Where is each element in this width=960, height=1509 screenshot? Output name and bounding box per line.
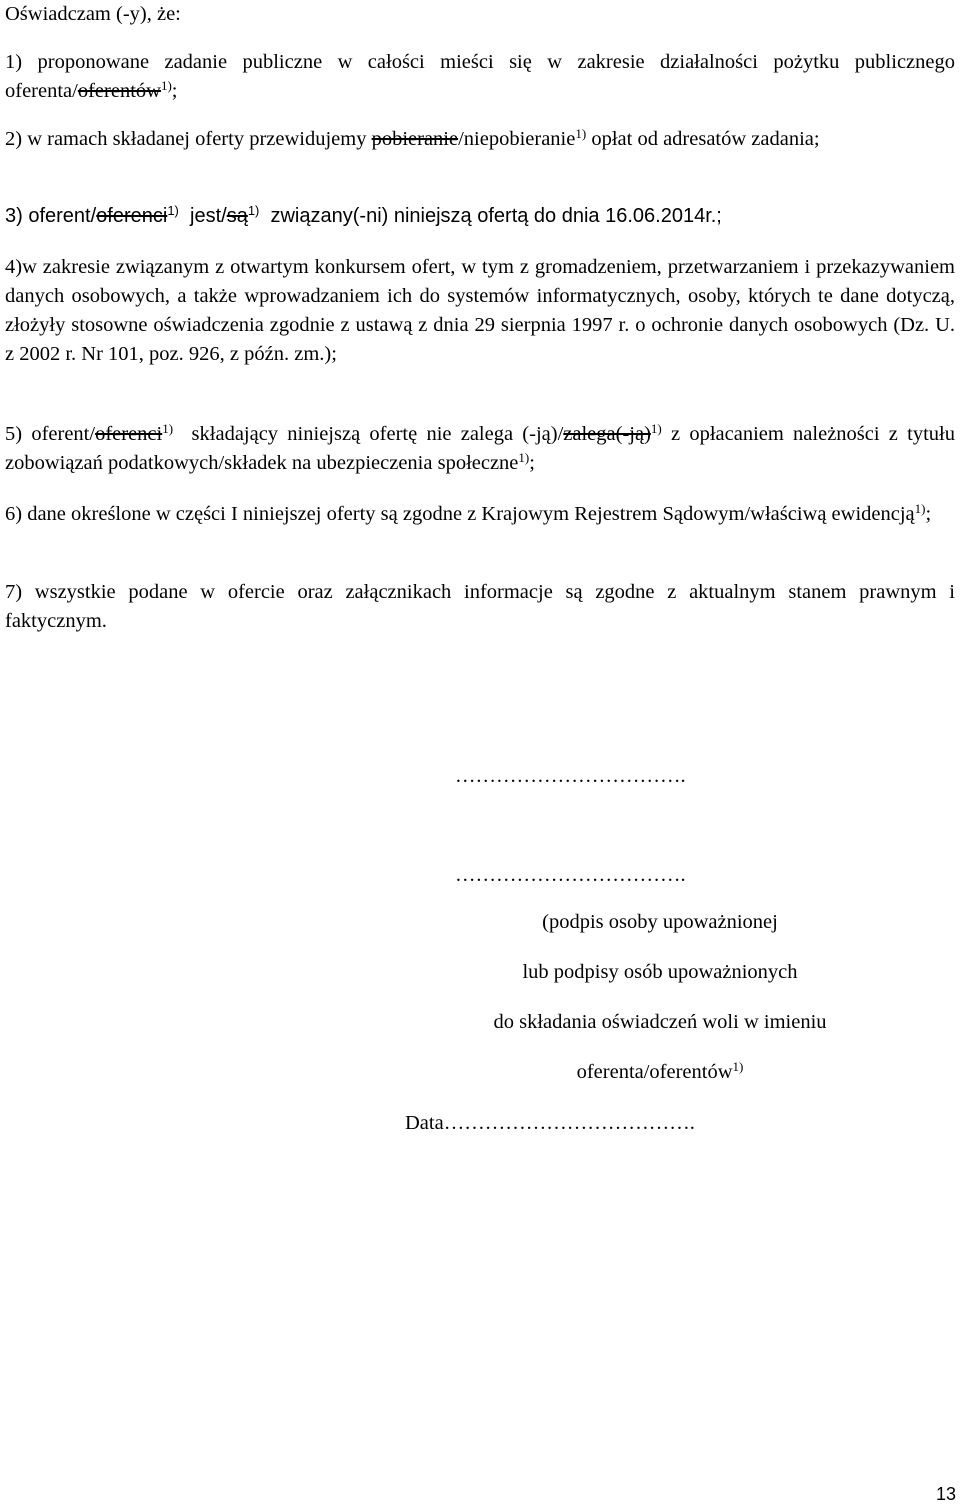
footnote-mark: 1) [162,421,174,436]
struck-text: oferenci [95,423,163,445]
declaration-item-3: 3) oferent/oferenci$^{1)}$ jest/$są^{1)}$ związany(-ni) niniejszą ofertą do dnia 16.06.2014r.; [5,203,722,227]
signature-caption-line-1: (podpis osoby upoważnionej [542,911,778,933]
signature-dotted-line-2: ……………………………. [455,864,686,886]
declaration-item-6: 6) dane określone w części I niniejszej oferty są zgodne z Krajowym Rejestrem Sądowym/właściwą ewidencją$^{1)}$; [5,501,932,525]
footnote-mark: 1) [732,1059,744,1074]
footnote-mark: 1) [160,78,172,93]
footnote-mark: 1) [518,450,530,465]
date-field [405,1109,695,1138]
footnote-mark: 1) [575,126,587,141]
date-label: Data [405,1112,444,1134]
signature-caption-line-3: do składania oświadczeń woli w imieniu [493,1011,827,1033]
declaration-heading: Oświadczam (-y), że: [5,3,181,25]
declaration-item-1: 1) proponowane zadanie publiczne w całości mieści się w zakresie działalności pożytku publicznego oferenta/oferentów$^{1)}$; [5,51,955,102]
footnote-mark: 1) [167,203,179,218]
signature-caption-line-2: lub podpisy osób upoważnionych [522,961,798,983]
declaration-item-5: 5) oferent/oferenci$^{1)}$ składający niniejszą ofertę nie zalega (-ją)/zalega(-ją)$^{1)}$ z opłacaniem należności z tytułu zobowiązań podatkowych/składek na ubezpieczenia społeczne$^{1)}$; [5,421,955,474]
struck-text: oferentów [77,80,161,102]
page-number: 13 [935,1484,956,1504]
struck-text: oferenci [96,205,168,227]
footnote-mark: 1) [650,421,662,436]
footnote-mark: 1) [914,501,926,516]
signature-dotted-line-1: ……………………………. [455,765,686,787]
date-dotted-line: ………………………………. [443,1112,695,1134]
signature-caption-line-4: oferenta/oferentów$^{1)}$ [576,1059,744,1083]
declaration-item-7: 7) wszystkie podane w ofercie oraz załącznikach informacje są zgodne z aktualnym stanem prawnym i faktycznym. [5,581,955,632]
struck-text: zalega(-ją) [563,423,651,445]
declaration-item-4: 4)w zakresie związanym z otwartym konkursem ofert, w tym z gromadzeniem, przetwarzaniem i przekazywaniem danych osobowych, a także wprowadzaniem ich do systemów informatycznych, osoby, których te dane dotyczą, złożyły stosowne oświadczenia zgodnie z ustawą z dnia 29 sierpnia 1997 r. o ochronie danych osobowych (Dz. U. z 2002 r. Nr 101, poz. 926, z późn. zm.); [5,256,955,365]
struck-text: są [226,205,248,227]
struck-text: pobieranie [371,128,459,150]
footnote-mark: 1) [247,203,260,218]
declaration-item-2: 2) w ramach składanej oferty przewidujemy pobieranie/niepobieranie$^{1)}$ opłat od adresatów zadania; [5,126,820,150]
